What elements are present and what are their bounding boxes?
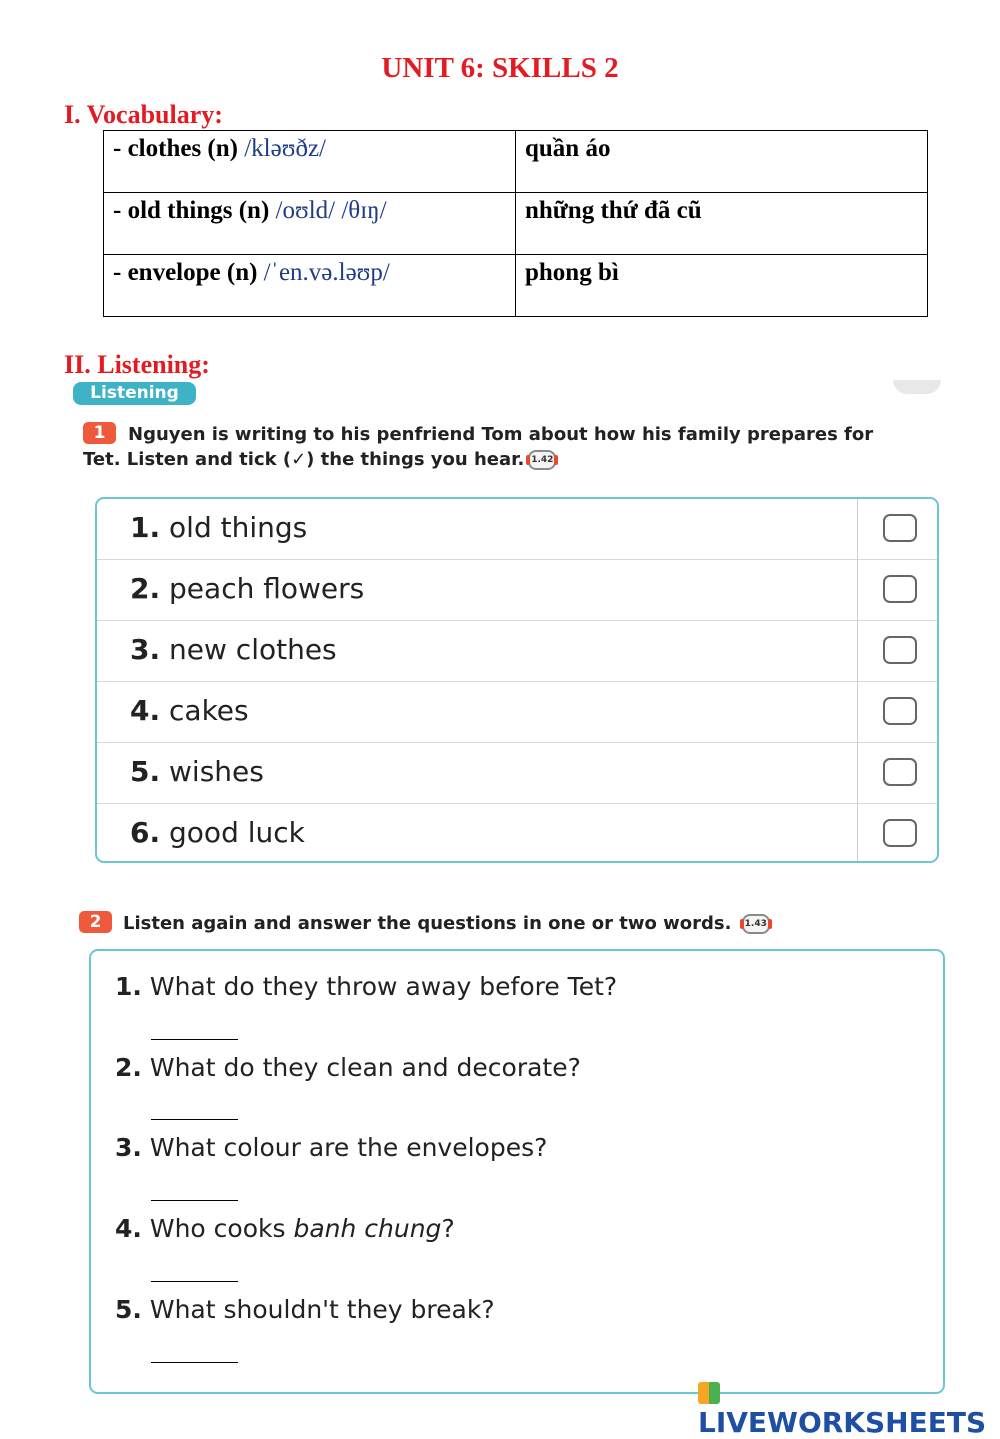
vocab-meaning: phong bì [525, 259, 619, 286]
question-text: Who cooks [149, 1214, 294, 1243]
vocab-meaning-cell [516, 131, 928, 193]
item-number: 5. [130, 755, 161, 788]
item-text [130, 633, 337, 666]
questions-box [89, 949, 945, 1394]
question-text: What do they clean and decorate? [149, 1053, 581, 1082]
brand-name: LIVEWORKSHEETS [698, 1406, 987, 1439]
listening-label: Listening [73, 382, 196, 405]
item-number: 4. [130, 694, 161, 727]
item-number: 2. [130, 572, 161, 605]
list-item [97, 743, 937, 804]
vocab-term-cell [104, 255, 516, 317]
column-divider [857, 804, 858, 863]
vocab-meaning: những thứ đã cũ [525, 197, 702, 224]
question-text: What shouldn't they break? [149, 1295, 495, 1324]
vocab-meaning-cell [516, 193, 928, 255]
column-divider [857, 621, 858, 681]
item-text [130, 816, 305, 849]
task-1-instruction-line1: Nguyen is writing to his penfriend Tom about how his family prepares for [128, 424, 874, 445]
vocab-word: - clothes (n) [113, 135, 245, 162]
item-label: new clothes [169, 633, 337, 666]
vocab-term-cell [104, 193, 516, 255]
question [115, 1053, 581, 1082]
table-row [104, 255, 928, 317]
question-number: 2. [115, 1053, 142, 1082]
vocab-meaning-cell [516, 255, 928, 317]
tick-checkbox[interactable] [883, 575, 917, 603]
table-row [104, 193, 928, 255]
item-label: cakes [169, 694, 249, 727]
item-label: wishes [169, 755, 264, 788]
vocab-ipa: /oʊld/ /θɪŋ/ [275, 197, 387, 224]
listening-heading: II. Listening: [64, 350, 210, 379]
item-number: 3. [130, 633, 161, 666]
vocabulary-heading: I. Vocabulary: [64, 100, 223, 129]
answer-blank[interactable] [151, 1200, 238, 1201]
list-item [97, 682, 937, 743]
question [115, 1133, 547, 1162]
question [115, 1295, 495, 1324]
tick-checkbox[interactable] [883, 819, 917, 847]
table-row [104, 131, 928, 193]
list-item [97, 621, 937, 682]
liveworksheets-logo[interactable] [698, 1378, 1000, 1439]
answer-blank[interactable] [151, 1119, 238, 1120]
item-number: 6. [130, 816, 161, 849]
question-text: What do they throw away before Tet? [149, 972, 618, 1001]
vocab-ipa: /ˈen.və.ləʊp/ [263, 259, 390, 286]
list-item [97, 804, 937, 863]
vocab-term-cell [104, 131, 516, 193]
answer-blank[interactable] [151, 1362, 238, 1363]
list-item [97, 499, 937, 560]
answer-blank[interactable] [151, 1039, 238, 1040]
task-2-instruction [123, 911, 770, 936]
question-number: 3. [115, 1133, 142, 1162]
vocab-ipa: /kləʊðz/ [244, 135, 326, 162]
vocab-meaning: quần áo [525, 135, 611, 162]
audio-track-icon[interactable]: 1.42 [528, 450, 556, 470]
question-number: 5. [115, 1295, 142, 1324]
item-label: old things [169, 511, 308, 544]
question-number: 4. [115, 1214, 142, 1243]
item-text [130, 694, 249, 727]
answer-blank[interactable] [151, 1281, 238, 1282]
item-text [130, 511, 307, 544]
column-divider [857, 560, 858, 620]
column-divider [857, 499, 858, 559]
tick-checkbox[interactable] [883, 758, 917, 786]
task-2-instruction-text: Listen again and answer the questions in one or two words. [123, 913, 732, 934]
decorative-tab-icon [893, 380, 941, 394]
tick-checkbox[interactable] [883, 636, 917, 664]
vocab-word: - old things (n) [113, 197, 276, 224]
column-divider [857, 743, 858, 803]
liveworksheets-logo-icon [698, 1382, 720, 1404]
question [115, 1214, 455, 1243]
task-1-instruction-line2 [83, 447, 556, 472]
item-label: good luck [169, 816, 305, 849]
list-item [97, 560, 937, 621]
task-1-badge: 1 [83, 422, 116, 444]
question-text-end: ? [441, 1214, 455, 1243]
tick-checkbox[interactable] [883, 697, 917, 725]
item-number: 1. [130, 511, 161, 544]
task-2-badge: 2 [79, 911, 112, 933]
vocab-word: - envelope (n) [113, 259, 264, 286]
page-title: UNIT 6: SKILLS 2 [381, 52, 619, 84]
vocabulary-table [103, 130, 928, 317]
question-text: What colour are the envelopes? [149, 1133, 548, 1162]
item-text [130, 755, 264, 788]
item-text [130, 572, 364, 605]
question-number: 1. [115, 972, 142, 1001]
audio-track-icon[interactable]: 1.43 [742, 914, 770, 934]
tick-list [95, 497, 939, 863]
column-divider [857, 682, 858, 742]
question [115, 972, 617, 1001]
item-label: peach flowers [169, 572, 365, 605]
question-italic-term: banh chung [293, 1214, 442, 1243]
task-1-instruction-text: Tet. Listen and tick (✓) the things you hear. [83, 449, 525, 470]
tick-checkbox[interactable] [883, 514, 917, 542]
